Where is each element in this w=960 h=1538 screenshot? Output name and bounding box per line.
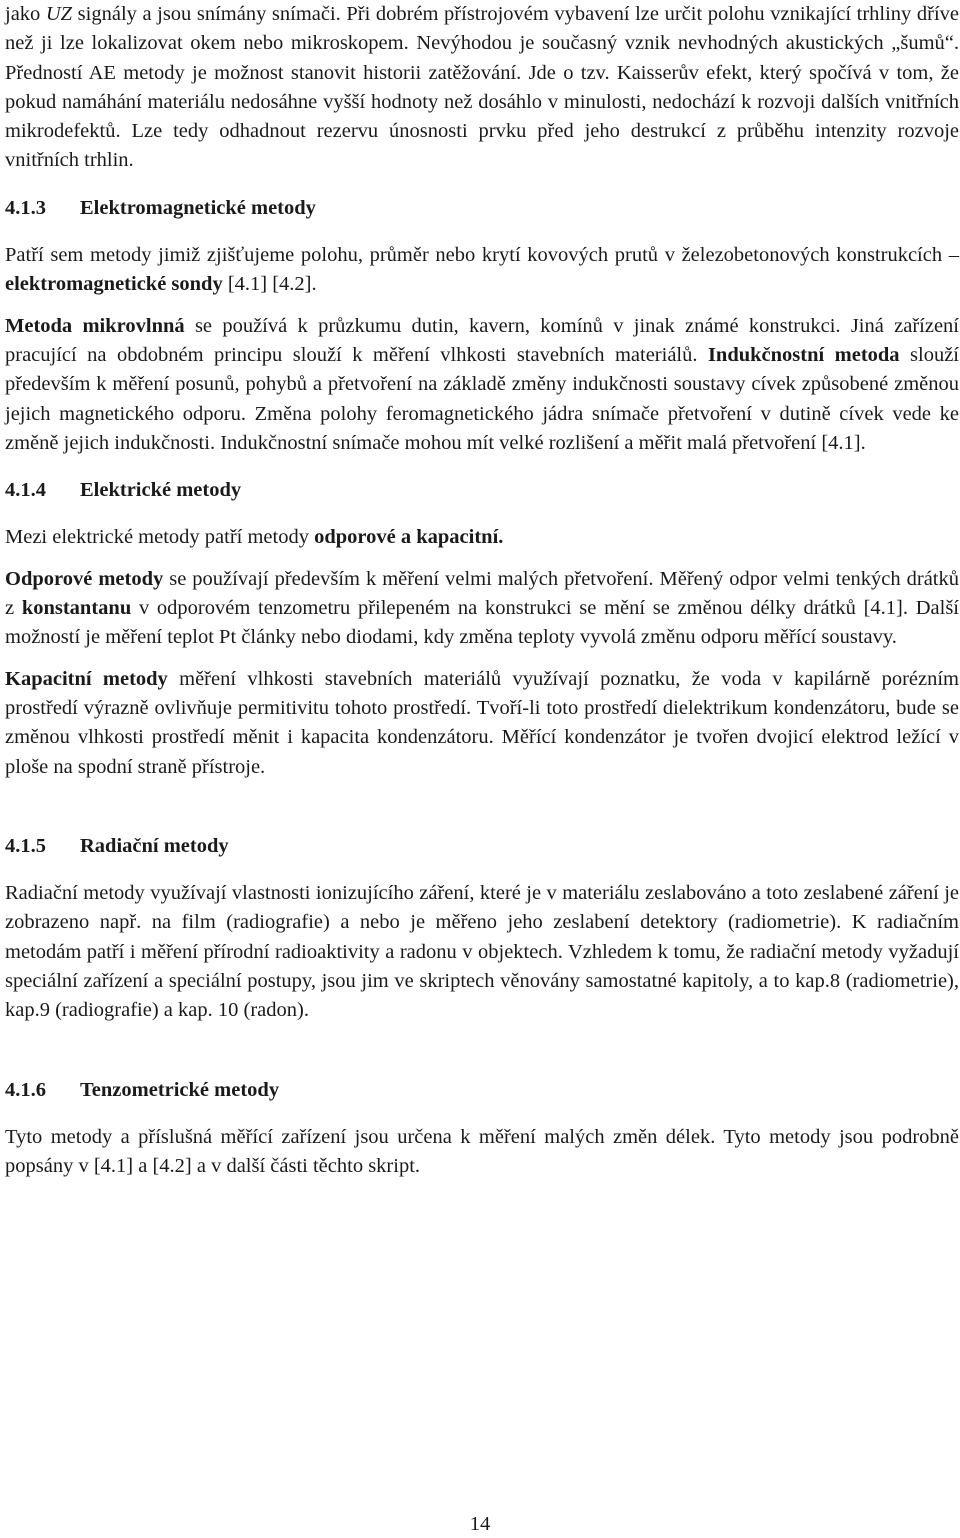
electromagnetic-paragraph-1: Patří sem metody jimiž zjišťujeme polohu, průměr nebo krytí kovových prutů v železobetonových konstrukcích – elektromagnetické sondy [4.1] [4.2]. xyxy=(5,244,959,296)
tensometric-paragraph: Tyto metody a příslušná měřící zařízení jsou určena k měření malých změn délek. Tyto metody jsou podrobně popsány v [4.1] a [4.2] a v další části těchto skript. xyxy=(5,1125,959,1178)
section-number: 4.1.5 xyxy=(5,834,46,857)
electric-paragraph-3: Kapacitní metody měření vlhkosti stavebních materiálů využívají poznatku, že voda v kapilárně porézním prostředí výrazně ovlivňuje permitivitu tohoto prostředí. Tvoří-li toto prostředí dielektrikum kondenzátoru, bude se změnou vlhkosti prostředí měnit i kapacita kondenzátoru. Měřící kondenzátor je tvořen dvojicí elektrod ležící v ploše na spodní straně přístroje. xyxy=(5,667,959,778)
section-title: Elektrické metody xyxy=(80,479,242,502)
section-number: 4.1.6 xyxy=(5,1078,46,1101)
intro-paragraph: jako UZ signály a jsou snímány snímači. Při dobrém přístrojovém vybavení lze určit polohu vznikající trhliny dříve než ji lze lokalizovat okem nebo mikroskopem. Nevýhodou je současný vznik nevhodných akustických „šumů“. Předností AE metody je možnost stanovit historii zatěžování. Jde o tzv. Kaisserův efekt, který spočívá v tom, že pokud namáhání materiálu nedosáhne vyšší hodnoty než dosáhlo v minulosti, nedochází k rozvoji dalších vnitřních mikrodefektů. Lze tedy odhadnout rezervu únosnosti prvku před jeho destrukcí z průběhu intenzity rozvoje vnitřních trhlin. xyxy=(5,3,959,172)
radiation-paragraph: Radiační metody využívají vlastnosti ionizujícího záření, které je v materiálu zeslabováno a toto zeslabené záření je zobrazeno např. na film (radiografie) a nebo je měřeno jeho zeslabení detektory (radiometrie). K radiačním metodám patří i měření přírodní radioaktivity a radonu v objektech. Vzhledem k tomu, že radiační metody vyžadují speciální zařízení a speciální postupy, jsou jim ve skriptech věnovány samostatné kapitoly, a to kap.8 (radiometrie), kap.9 (radiografie) a kap. 10 (radon). xyxy=(5,882,959,1022)
section-number: 4.1.3 xyxy=(5,196,46,219)
section-4-1-6-heading xyxy=(5,1076,959,1105)
section-title: Tenzometrické metody xyxy=(80,1078,280,1101)
section-4-1-4-heading xyxy=(5,476,959,505)
document-page xyxy=(5,0,959,1182)
electric-paragraph-1: Mezi elektrické metody patří metody odporové a kapacitní. xyxy=(5,526,504,549)
section-number: 4.1.4 xyxy=(5,479,46,502)
section-title: Radiační metody xyxy=(80,834,229,857)
section-4-1-3-heading xyxy=(5,194,959,223)
section-title: Elektromagnetické metody xyxy=(80,196,316,219)
page-number: 14 xyxy=(469,1513,491,1535)
uz-abbreviation: UZ xyxy=(45,3,73,25)
electric-paragraph-2: Odporové metody se používají především k měření velmi malých přetvoření. Měřený odpor velmi tenkých drátků z konstantanu v odporovém tenzometru přilepeném na konstrukci se mění se změnou délky drátků [4.1]. Další možností je měření teplot Pt články nebo diodami, kdy změna teploty vyvolá změnu odporu měřící soustavy. xyxy=(5,567,960,649)
electromagnetic-paragraph-2: Metoda mikrovlnná se používá k průzkumu dutin, kavern, komínů v jinak známé konstrukci. Jiná zařízení pracující na obdobném principu slouží k měření vlhkosti stavebních materiálů. Indukčnostní metoda slouží především k měření posunů, pohybů a přetvoření na základě změny indukčnosti soustavy cívek způsobené změnou jejich magnetického odporu. Změna polohy feromagnetického jádra snímače přetvoření v dutině cívek vede ke změně jejich indukčnosti. Indukčnostní snímače mohou mít velké rozlišení a měřit malá přetvoření [4.1]. xyxy=(5,314,960,454)
section-4-1-5-heading xyxy=(5,832,959,861)
